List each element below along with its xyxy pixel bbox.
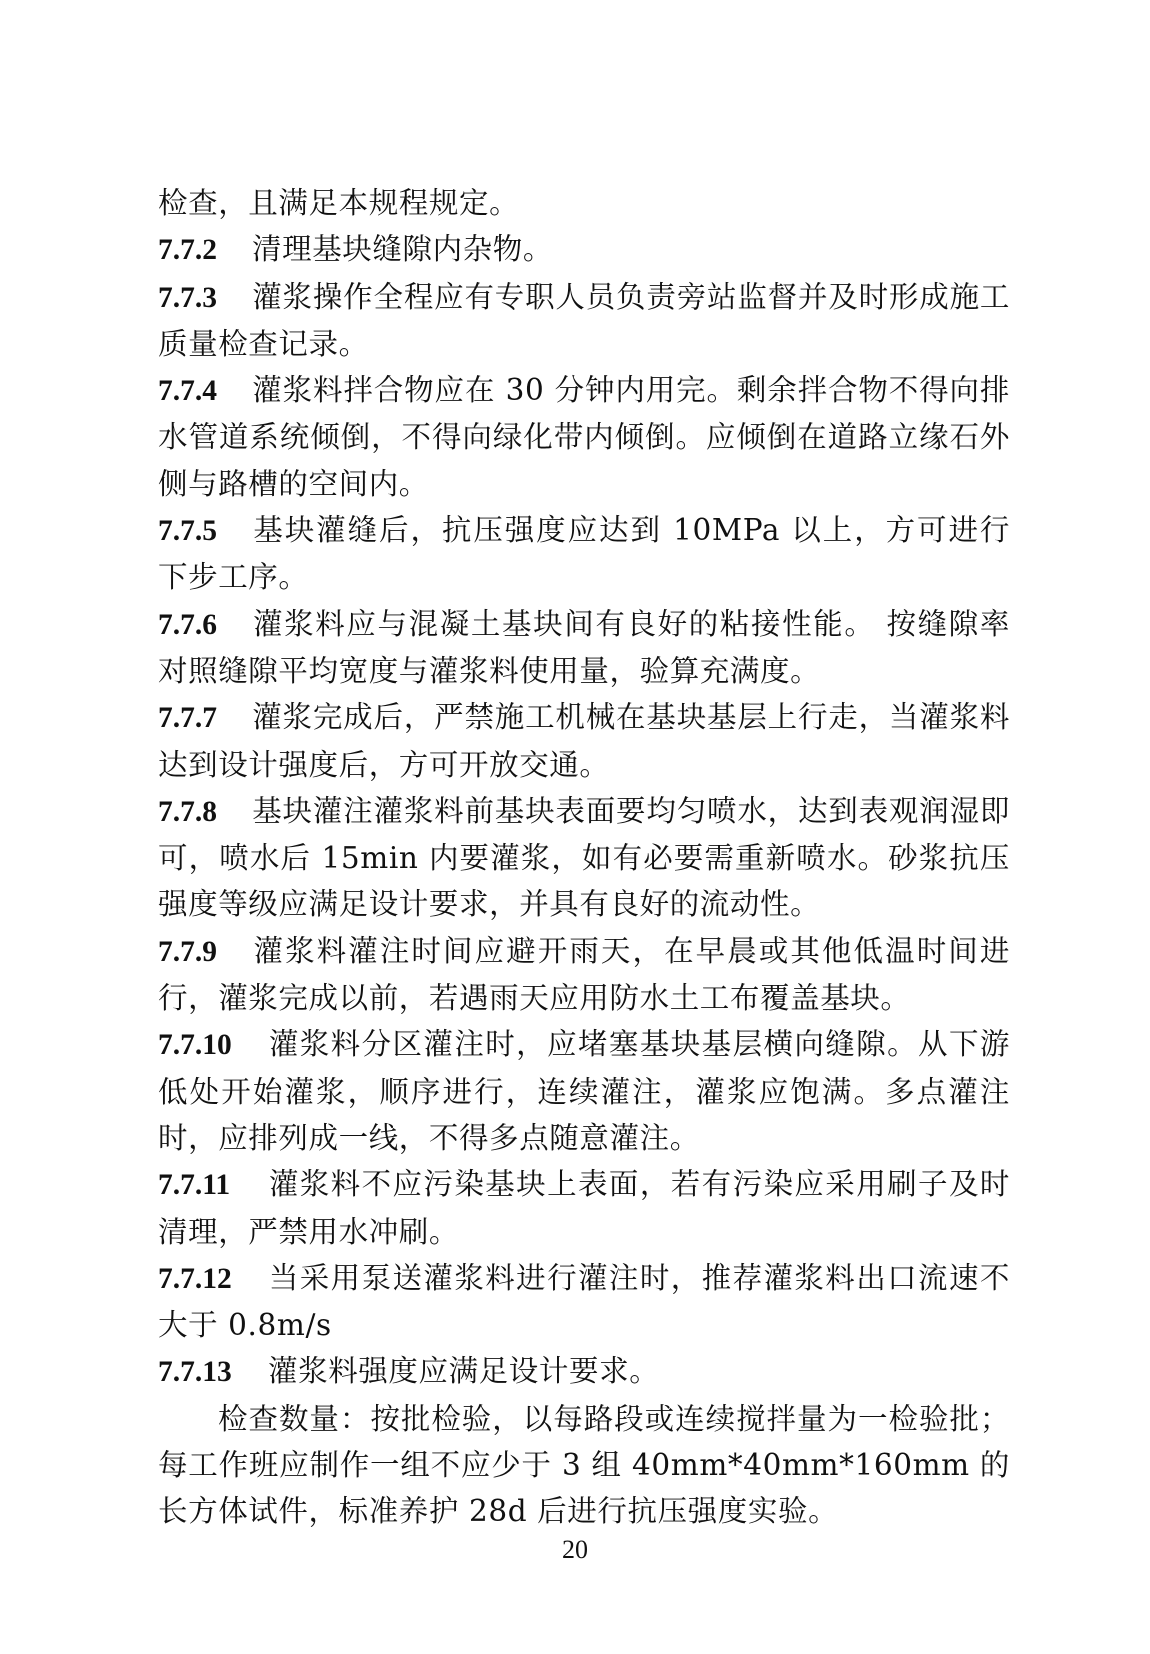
clause-number: 7.7.12: [158, 1262, 232, 1295]
clause-7-7-9: [158, 928, 1010, 1022]
clause-7-7-5: [158, 507, 1010, 601]
clause-text: 灌浆料灌注时间应避开雨天，在早晨或其他低温时间进行，灌浆完成以前，若遇雨天应用防水土工布覆盖基块。: [158, 933, 1010, 1016]
body-text: [158, 180, 1010, 1535]
paragraph-text: 检查数量：按批检验，以每路段或连续搅拌量为一检验批；每工作班应制作一组不应少于 3 组 40mm*40mm*160mm 的长方体试件，标准养护 28d 后进行抗压强度实验。: [158, 1401, 1010, 1529]
clause-7-7-4: [158, 367, 1010, 507]
inspection-paragraph: [158, 1396, 1010, 1535]
clause-number: 7.7.9: [158, 935, 217, 968]
clause-number: 7.7.3: [158, 281, 217, 314]
clause-text: 灌浆料拌合物应在 30 分钟内用完。剩余拌合物不得向排水管道系统倾倒，不得向绿化带内倾倒。应倾倒在道路立缘石外侧与路槽的空间内。: [158, 373, 1010, 501]
clause-number: 7.7.8: [158, 795, 217, 828]
clause-7-7-2: [158, 226, 1010, 273]
clause-number: 7.7.7: [158, 702, 217, 735]
clause-number: 7.7.13: [158, 1356, 232, 1389]
paragraph-text: 检查，且满足本规程规定。: [158, 186, 520, 220]
page-number: 20: [562, 1535, 588, 1564]
clause-text: 灌浆料强度应满足设计要求。: [268, 1354, 660, 1389]
clause-number: 7.7.6: [158, 608, 217, 641]
clause-text: 灌浆完成后，严禁施工机械在基块基层上行走，当灌浆料达到设计强度后，方可开放交通。: [158, 700, 1010, 782]
clause-number: 7.7.2: [158, 234, 217, 267]
clause-7-7-12: [158, 1255, 1010, 1349]
clause-number: 7.7.10: [158, 1029, 232, 1062]
clause-7-7-8: [158, 788, 1010, 928]
clause-7-7-13: [158, 1348, 1010, 1395]
clause-text: 基块灌缝后，抗压强度应达到 10MPa 以上，方可进行下步工序。: [158, 513, 1010, 595]
clause-text: 当采用泵送灌浆料进行灌注时，推荐灌浆料出口流速不大于 0.8m/s: [158, 1260, 1010, 1343]
clause-7-7-3: [158, 274, 1010, 368]
clause-7-7-7: [158, 694, 1010, 788]
clause-text: 清理基块缝隙内杂物。: [252, 232, 554, 267]
clause-number: 7.7.11: [158, 1169, 231, 1202]
clause-7-7-6: [158, 601, 1010, 695]
clause-number: 7.7.5: [158, 515, 217, 548]
clause-text: 灌浆料应与混凝土基块间有良好的粘接性能。 按缝隙率对照缝隙平均宽度与灌浆料使用量，验算充满度。: [158, 606, 1010, 688]
continued-paragraph: [158, 180, 1010, 226]
clause-text: 灌浆料分区灌注时，应堵塞基块基层横向缝隙。从下游低处开始灌浆，顺序进行，连续灌注，灌浆应饱满。多点灌注时，应排列成一线，不得多点随意灌注。: [158, 1027, 1010, 1155]
clause-7-7-11: [158, 1161, 1010, 1255]
clause-text: 基块灌注灌浆料前基块表面要均匀喷水，达到表观润湿即可，喷水后 15min 内要灌浆，如有必要需重新喷水。砂浆抗压强度等级应满足设计要求，并具有良好的流动性。: [158, 793, 1010, 922]
clause-text: 灌浆料不应污染基块上表面，若有污染应采用刷子及时清理，严禁用水冲刷。: [158, 1167, 1010, 1249]
clause-number: 7.7.4: [158, 375, 217, 408]
clause-text: 灌浆操作全程应有专职人员负责旁站监督并及时形成施工质量检查记录。: [158, 279, 1010, 361]
clause-7-7-10: [158, 1021, 1010, 1161]
